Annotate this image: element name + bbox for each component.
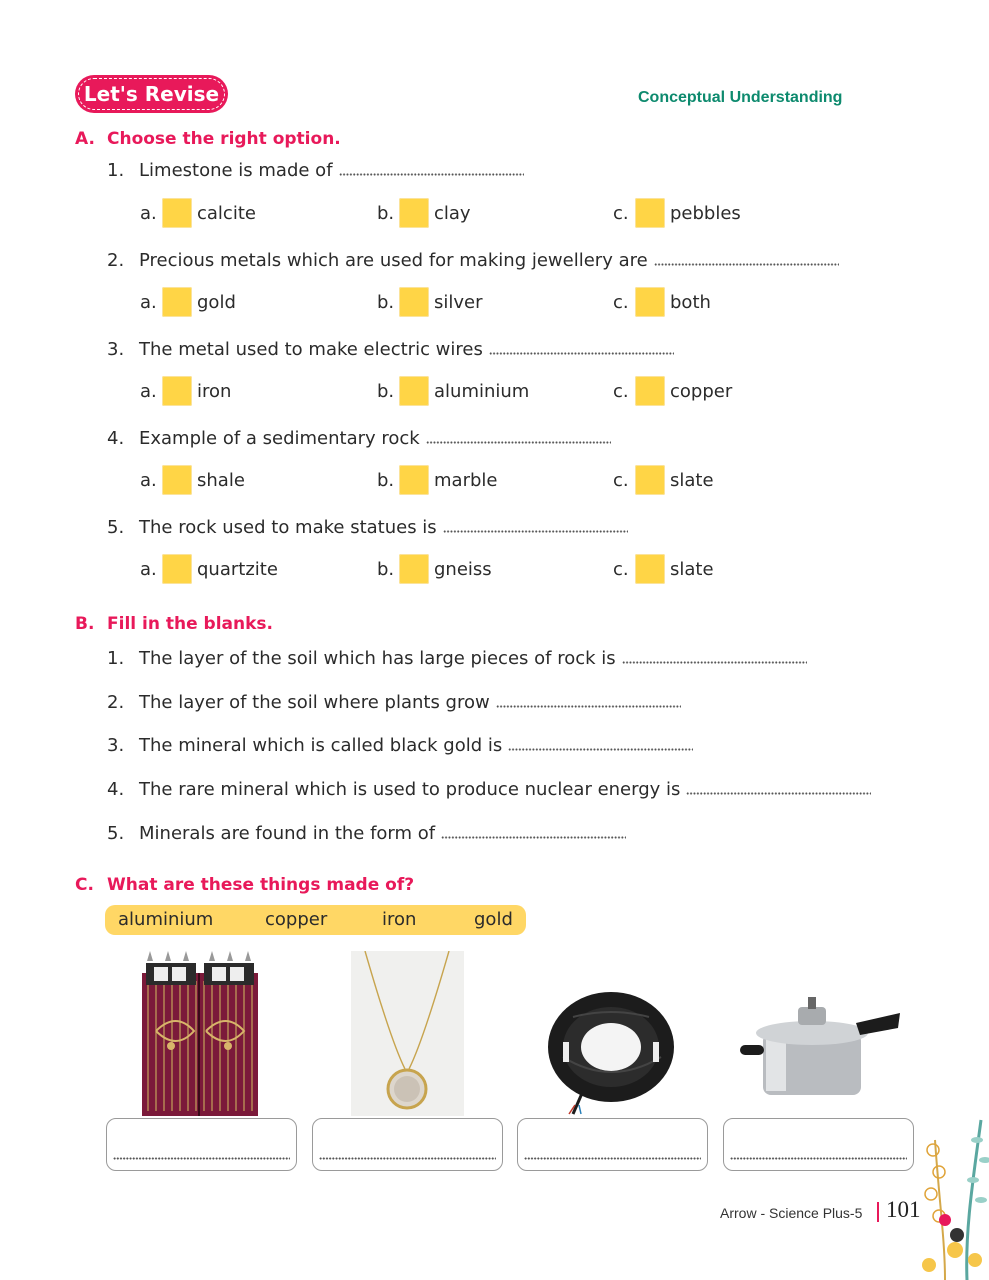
question-number: 2. [107, 250, 125, 271]
question-a5 [107, 517, 628, 538]
category-label: Conceptual Understanding [638, 89, 843, 106]
gate-image [136, 951, 264, 1116]
question-text: The layer of the soil which has large pieces of rock is [139, 648, 616, 669]
option-checkbox[interactable] [635, 465, 665, 495]
question-number: 4. [107, 779, 125, 800]
question-b5 [107, 823, 626, 844]
option-letter: b. [377, 291, 395, 313]
option-letter: b. [377, 202, 395, 224]
question-b2 [107, 692, 681, 713]
section-a-title [75, 129, 341, 149]
answer-box-4[interactable] [723, 1118, 914, 1171]
option-text: gneiss [434, 558, 492, 580]
question-text: The metal used to make electric wires [139, 339, 483, 360]
answer-blank[interactable] [426, 430, 611, 444]
question-b3 [107, 735, 693, 756]
word-bank-item: iron [382, 909, 417, 930]
answer-blank[interactable] [622, 650, 807, 664]
answer-blank[interactable] [686, 781, 871, 795]
option-letter: a. [140, 380, 157, 402]
option-a4-b[interactable] [377, 465, 497, 495]
word-bank-item: gold [474, 909, 513, 930]
option-letter: a. [140, 291, 157, 313]
answer-blank[interactable] [441, 825, 626, 839]
answer-blank[interactable] [443, 519, 628, 533]
option-checkbox[interactable] [162, 376, 192, 406]
section-c-letter: C. [75, 875, 94, 895]
question-text: The rare mineral which is used to produce nuclear energy is [139, 779, 681, 800]
question-number: 1. [107, 160, 125, 181]
section-c-heading: What are these things made of? [107, 875, 415, 895]
question-text: Minerals are found in the form of [139, 823, 436, 844]
question-a4 [107, 428, 611, 449]
option-text: marble [434, 469, 498, 491]
option-text: quartzite [197, 558, 278, 580]
option-a1-b[interactable] [377, 198, 471, 228]
option-text: silver [434, 291, 483, 313]
option-a3-b[interactable] [377, 376, 529, 406]
answer-box-1[interactable] [106, 1118, 297, 1171]
option-checkbox[interactable] [399, 198, 429, 228]
option-text: shale [197, 469, 245, 491]
option-a4-c[interactable] [613, 465, 714, 495]
option-letter: a. [140, 558, 157, 580]
question-number: 4. [107, 428, 125, 449]
option-checkbox[interactable] [635, 198, 665, 228]
option-checkbox[interactable] [399, 376, 429, 406]
option-text: clay [434, 202, 471, 224]
question-a3 [107, 339, 674, 360]
question-number: 1. [107, 648, 125, 669]
answer-box-2[interactable] [312, 1118, 503, 1171]
question-number: 5. [107, 517, 125, 538]
option-a5-b[interactable] [377, 554, 492, 584]
option-checkbox[interactable] [162, 554, 192, 584]
question-text: The layer of the soil where plants grow [139, 692, 490, 713]
option-checkbox[interactable] [162, 287, 192, 317]
option-text: calcite [197, 202, 256, 224]
word-bank-item: copper [265, 909, 328, 930]
question-a2 [107, 250, 839, 271]
option-checkbox[interactable] [635, 287, 665, 317]
option-a1-c[interactable] [613, 198, 741, 228]
answer-line [319, 1157, 496, 1160]
option-a5-c[interactable] [613, 554, 714, 584]
option-checkbox[interactable] [635, 376, 665, 406]
option-a3-c[interactable] [613, 376, 732, 406]
answer-blank[interactable] [339, 162, 524, 176]
option-a1-a[interactable] [140, 198, 256, 228]
option-letter: a. [140, 469, 157, 491]
option-a3-a[interactable] [140, 376, 231, 406]
question-text: The mineral which is called black gold is [139, 735, 503, 756]
answer-blank[interactable] [654, 252, 839, 266]
book-title: Arrow - Science Plus-5 [720, 1205, 863, 1221]
question-text: Limestone is made of [139, 160, 333, 181]
option-checkbox[interactable] [162, 465, 192, 495]
answer-blank[interactable] [496, 694, 681, 708]
option-text: copper [670, 380, 733, 402]
option-a2-c[interactable] [613, 287, 711, 317]
option-a2-a[interactable] [140, 287, 236, 317]
option-letter: b. [377, 380, 395, 402]
option-a4-a[interactable] [140, 465, 245, 495]
option-checkbox[interactable] [399, 465, 429, 495]
word-bank-item: aluminium [118, 909, 214, 930]
footer-divider [877, 1202, 879, 1222]
question-text: Example of a sedimentary rock [139, 428, 420, 449]
option-text: slate [670, 469, 714, 491]
option-letter: a. [140, 202, 157, 224]
pressure-cooker-image [738, 993, 903, 1100]
question-number: 3. [107, 339, 125, 360]
question-b4 [107, 779, 871, 800]
option-text: pebbles [670, 202, 741, 224]
option-text: iron [197, 380, 232, 402]
option-letter: b. [377, 469, 395, 491]
page-number: 101 [886, 1197, 921, 1222]
wire-coil-image [543, 987, 678, 1115]
floral-decoration-icon [915, 1100, 989, 1280]
question-number: 3. [107, 735, 125, 756]
option-letter: c. [613, 558, 629, 580]
question-number: 2. [107, 692, 125, 713]
option-checkbox[interactable] [399, 287, 429, 317]
option-letter: b. [377, 558, 395, 580]
section-b-heading: Fill in the blanks. [107, 614, 273, 634]
answer-line [730, 1157, 907, 1160]
section-a-heading: Choose the right option. [107, 129, 341, 149]
option-letter: c. [613, 291, 629, 313]
option-a2-b[interactable] [377, 287, 483, 317]
question-b1 [107, 648, 807, 669]
section-b-title [75, 614, 273, 634]
question-number: 5. [107, 823, 125, 844]
option-checkbox[interactable] [162, 198, 192, 228]
question-text: Precious metals which are used for making jewellery are [139, 250, 648, 271]
option-a5-a[interactable] [140, 554, 278, 584]
option-letter: c. [613, 380, 629, 402]
answer-box-3[interactable] [517, 1118, 708, 1171]
option-letter: c. [613, 202, 629, 224]
section-c-title [75, 875, 414, 895]
answer-line [524, 1157, 701, 1160]
necklace-image [351, 951, 464, 1116]
answer-line [113, 1157, 290, 1160]
option-letter: c. [613, 469, 629, 491]
option-text: gold [197, 291, 236, 313]
option-checkbox[interactable] [635, 554, 665, 584]
option-text: aluminium [434, 380, 530, 402]
section-a-letter: A. [75, 129, 95, 149]
option-checkbox[interactable] [399, 554, 429, 584]
word-bank [105, 905, 526, 935]
answer-blank[interactable] [489, 341, 674, 355]
question-text: The rock used to make statues is [139, 517, 437, 538]
question-a1 [107, 160, 524, 181]
option-text: slate [670, 558, 714, 580]
lets-revise-label: Let's Revise [78, 78, 225, 110]
section-b-letter: B. [75, 614, 95, 634]
answer-blank[interactable] [508, 737, 693, 751]
lets-revise-badge [75, 75, 228, 113]
option-text: both [670, 291, 711, 313]
